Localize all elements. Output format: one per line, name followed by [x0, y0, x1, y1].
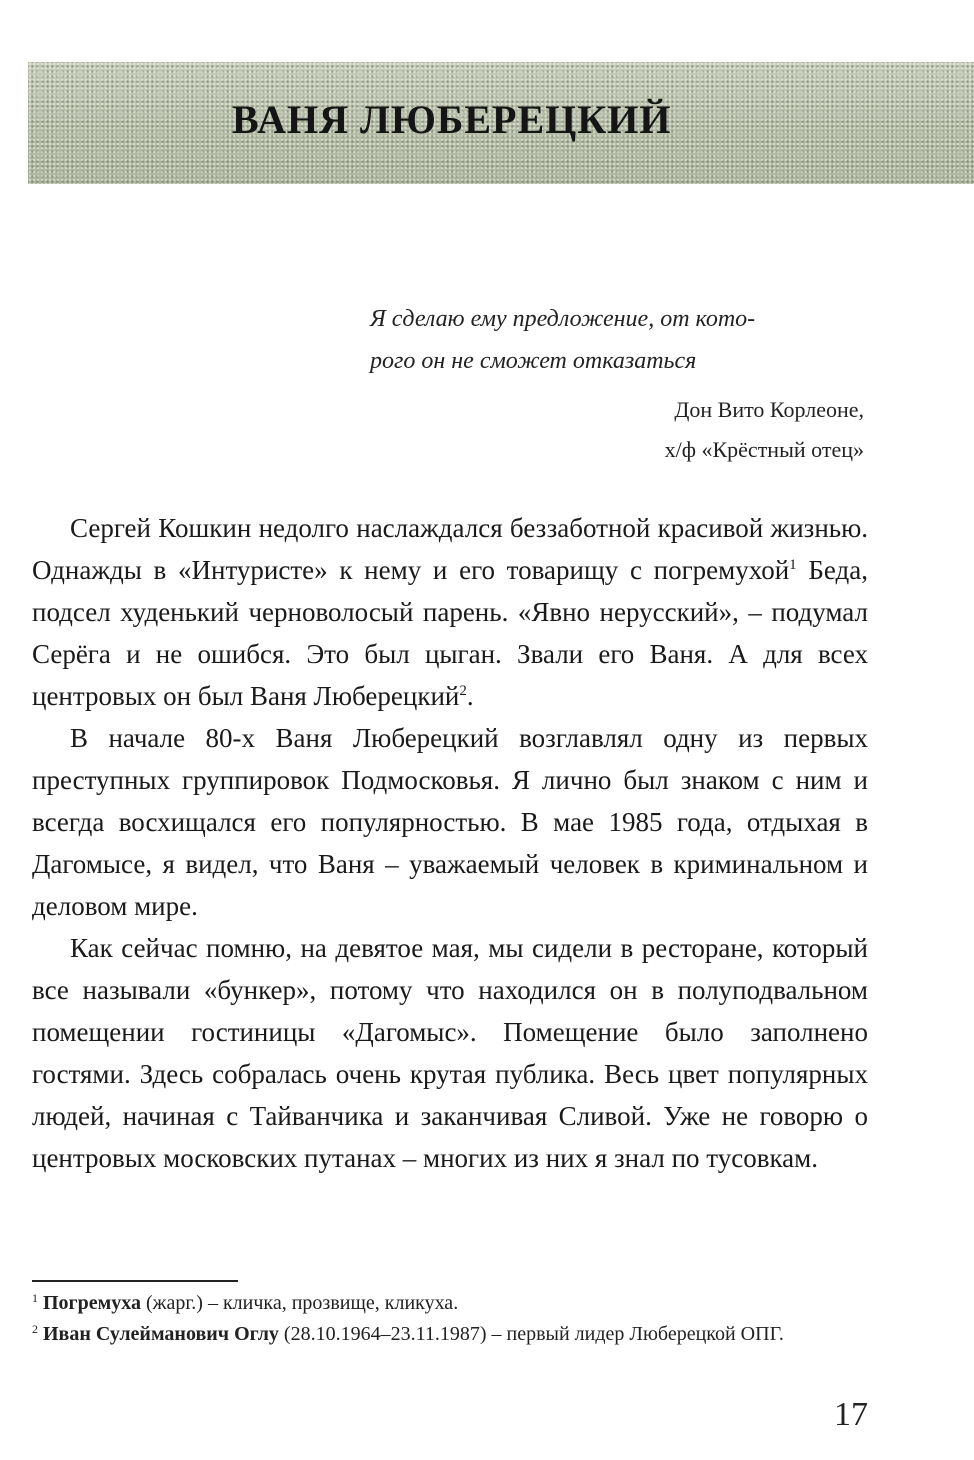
paragraph-1 [32, 507, 868, 717]
epigraph-source: х/ф «Крёстный отец» [664, 437, 864, 462]
paragraph-3: Как сейчас помню, на девятое мая, мы сидели в ресторане, который все называли «бункер», потому что находился он в полуподвальном помещении гостиницы «Дагомыс». Помещение было заполнено гостями. Здесь собралась очень крутая публика. Весь цвет популярных людей, начиная с Тайванчика и заканчивая Сливой. Уже не говорю о центровых московских путанах – многих из них я знал по тусовкам. [32, 933, 868, 1173]
epigraph-author: Дон Вито Корлеоне, [674, 397, 864, 422]
epigraph [370, 298, 870, 470]
footnote-ref-1[interactable]: 1 [789, 557, 797, 573]
footnote-2-text: (28.10.1964–23.11.1987) – первый лидер Люберецкой ОПГ. [278, 1323, 784, 1345]
paragraph-1-part-a: Сергей Кошкин недолго наслаждался беззаботной красивой жизнью. Однажды в «Интуристе» к нему и его товарищу с погремухой [32, 513, 868, 585]
epigraph-line-1: Я сделаю ему предложение, от кото- [370, 306, 756, 332]
footnote-1-number: 1 [32, 1291, 38, 1305]
footnote-divider [32, 1280, 238, 1282]
paragraph-1-part-c: . [466, 681, 474, 711]
epigraph-attribution [370, 390, 870, 470]
footnote-1-term: Погремуха [43, 1292, 141, 1314]
footnote-2-number: 2 [32, 1322, 38, 1336]
epigraph-quote [370, 298, 870, 382]
paragraph-2: В начале 80-х Ваня Люберецкий возглавлял одну из первых преступных группировок Подмосковья. Я лично был знаком с ним и всегда восхищался его популярностью. В мае 1985 года, отдыхая в Дагомысе, я видел, что Ваня – уважаемый человек в криминальном и деловом мире. [32, 723, 868, 921]
chapter-title: ВАНЯ ЛЮБЕРЕЦКИЙ [232, 97, 672, 142]
footnote-1-text: (жарг.) – кличка, прозвище, кликуха. [141, 1292, 459, 1314]
footnote-2 [32, 1319, 868, 1350]
main-text [32, 507, 868, 1179]
page-number: 17 [834, 1396, 868, 1433]
footnote-1 [32, 1288, 868, 1319]
footnotes [32, 1288, 868, 1350]
epigraph-line-2: рого он не сможет отказаться [370, 348, 697, 374]
footnote-ref-2[interactable]: 2 [459, 683, 467, 699]
paragraph-1-part-b: Беда, подсел худенький черноволосый парень. «Явно нерусский», – подумал Серёга и не ошибся. Это был цыган. Звали его Ваня. А для всех центровых он был Ваня Люберецкий [32, 555, 868, 711]
footnote-2-term: Иван Сулейманович Оглу [43, 1323, 279, 1345]
